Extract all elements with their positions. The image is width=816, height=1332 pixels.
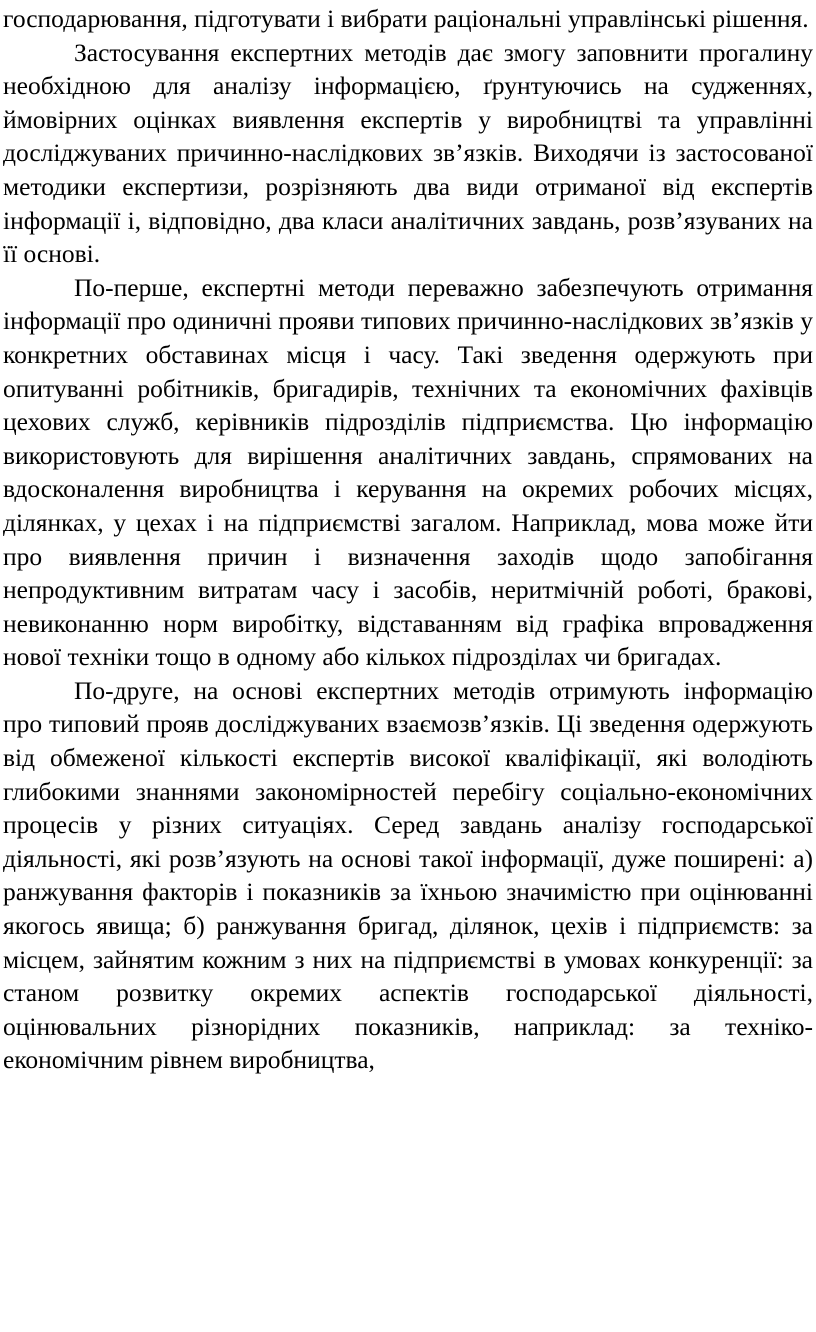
paragraph-second-class: По-друге, на основі експертних методів отримують інформацію про типовий прояв досліджуваних взаємозв’язків. Ці зведення одержують від обмеженої кількості експертів високої кваліфікації, які володіють глибокими знаннями закономірностей перебігу соціально-економічних процесів у різних ситуаціях. Серед завдань аналізу господарської діяльності, які розв’язують на основі такої інформації, дуже поширені: а) ранжування факторів і показників за їхньою значимістю при оцінюванні якогось явища; б) ранжування бригад, ділянок, цехів і підприємств: за місцем, зайнятим кожним з них на підприємстві в умовах конкуренції: за станом розвитку окремих аспектів господарської діяльності, оцінювальних різнорідних показників, наприклад: за техніко-економічним рівнем виробництва, bbox=[3, 675, 813, 1075]
paragraph-first-class: По-перше, експертні методи переважно забезпечують отримання інформації про одиничні прояви типових причинно-наслідкових зв’язків у конкретних обставинах місця і часу. Такі зведення одержують при опитуванні робітників, бригадирів, технічних та економічних фахівців цехових служб, керівників підрозділів підприємства. Цю інформацію використовують для вирішення аналітичних завдань, спрямованих на вдосконалення виробництва і керування на окремих робочих місцях, ділянках, у цехах і на підприємстві загалом. Наприклад, мова може йти про виявлення причин і визначення заходів щодо запобігання непродуктивним витратам часу і засобів, неритмічній роботі, бракові, невиконанню норм виробітку, відставанням від графіка впровадження нової техніки тощо в одному або кількох підрозділах чи бригадах. bbox=[3, 272, 813, 672]
document-page bbox=[3, 2, 813, 1077]
paragraph-intro-continuation: господарювання, підготувати і вибрати раціональні управлінські рішення. bbox=[3, 4, 809, 33]
paragraph-expert-methods: Застосування експертних методів дає змогу заповнити прогалину необхідною для аналізу інформацією, ґрунтуючись на судженнях, ймовірних оцінках виявлення експертів у виробництві та управлінні досліджуваних причинно-наслідкових зв’язків. Виходячи із застосованої методики експертизи, розрізняють два види отриманої від експертів інформації і, відповідно, два класи аналітичних завдань, розв’язуваних на її основі. bbox=[3, 37, 813, 269]
